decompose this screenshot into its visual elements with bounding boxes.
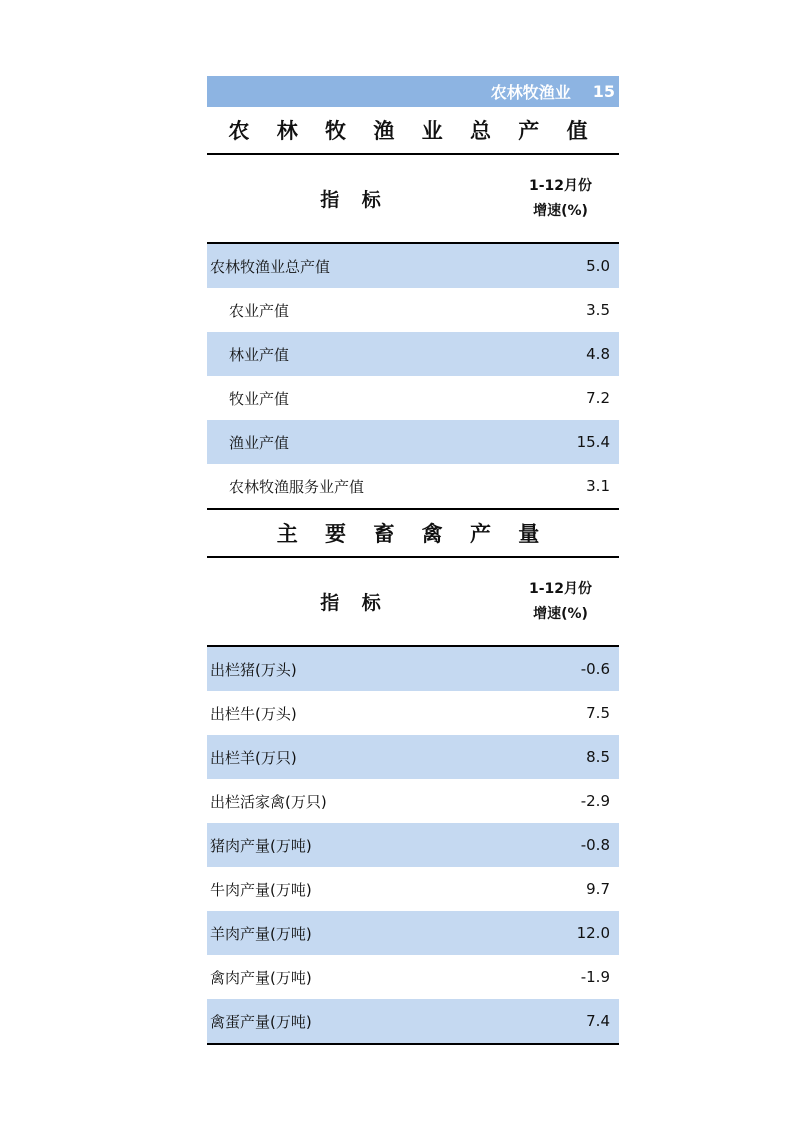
- table-row: [207, 779, 619, 823]
- row-value: 8.5: [586, 748, 610, 766]
- row-label: 农林牧渔服务业产值: [229, 477, 365, 496]
- row-label: 猪肉产量(万吨): [210, 836, 312, 855]
- table-row: [207, 911, 619, 955]
- row-label: 出栏活家禽(万只): [210, 792, 327, 811]
- row-label: 羊肉产量(万吨): [210, 924, 312, 943]
- row-label: 出栏牛(万头): [210, 704, 297, 723]
- statistics-page: [207, 76, 619, 1045]
- table2-body: [207, 647, 619, 1045]
- page-header-bar: [207, 76, 619, 107]
- row-value: 5.0: [586, 257, 610, 275]
- row-label: 出栏羊(万只): [210, 748, 297, 767]
- section-title: 农林牧渔业: [490, 83, 571, 102]
- row-label: 牛肉产量(万吨): [210, 880, 312, 899]
- table2-column-header: [207, 558, 619, 647]
- row-value: 15.4: [576, 433, 610, 451]
- row-label: 禽肉产量(万吨): [210, 968, 312, 987]
- table-row: [207, 420, 619, 464]
- table-row: [207, 332, 619, 376]
- row-label: 农业产值: [229, 301, 290, 320]
- row-label: 农林牧渔业总产值: [210, 257, 331, 276]
- table-row: [207, 288, 619, 332]
- table-row: [207, 691, 619, 735]
- indicator-column-header: 指 标: [320, 189, 389, 211]
- row-label: 禽蛋产量(万吨): [210, 1012, 312, 1031]
- table-row: [207, 823, 619, 867]
- growth-header-line1: 1-12月份: [528, 580, 593, 597]
- table-row: [207, 647, 619, 691]
- row-value: 3.1: [586, 477, 610, 495]
- table-row: [207, 735, 619, 779]
- table1-column-header: [207, 155, 619, 244]
- row-label: 林业产值: [229, 345, 290, 364]
- row-value: 12.0: [576, 924, 610, 942]
- row-value: -0.6: [580, 660, 610, 678]
- row-label: 出栏猪(万头): [210, 660, 297, 679]
- row-value: -0.8: [580, 836, 610, 854]
- table1-body: [207, 244, 619, 510]
- table-row: [207, 244, 619, 288]
- indicator-column-header: 指 标: [320, 592, 389, 614]
- page-number: 15: [592, 82, 615, 101]
- row-value: 9.7: [586, 880, 610, 898]
- row-value: 4.8: [586, 345, 610, 363]
- table-row: [207, 955, 619, 999]
- row-value: -2.9: [580, 792, 610, 810]
- table-row: [207, 376, 619, 420]
- table-row: [207, 464, 619, 508]
- table1-title: 农 林 牧 渔 业 总 产 值: [207, 107, 619, 155]
- row-value: 7.5: [586, 704, 610, 722]
- growth-column-header: [502, 174, 619, 224]
- row-label: 牧业产值: [229, 389, 290, 408]
- row-label: 渔业产值: [229, 433, 290, 452]
- growth-column-header: [502, 577, 619, 627]
- growth-header-line2: 增速(%): [533, 605, 588, 622]
- row-value: 7.4: [586, 1012, 610, 1030]
- growth-header-line1: 1-12月份: [528, 177, 593, 194]
- table-row: [207, 867, 619, 911]
- row-value: 7.2: [586, 389, 610, 407]
- growth-header-line2: 增速(%): [533, 202, 588, 219]
- row-value: 3.5: [586, 301, 610, 319]
- table2-title: 主 要 畜 禽 产 量: [207, 510, 619, 558]
- table-row: [207, 999, 619, 1043]
- row-value: -1.9: [580, 968, 610, 986]
